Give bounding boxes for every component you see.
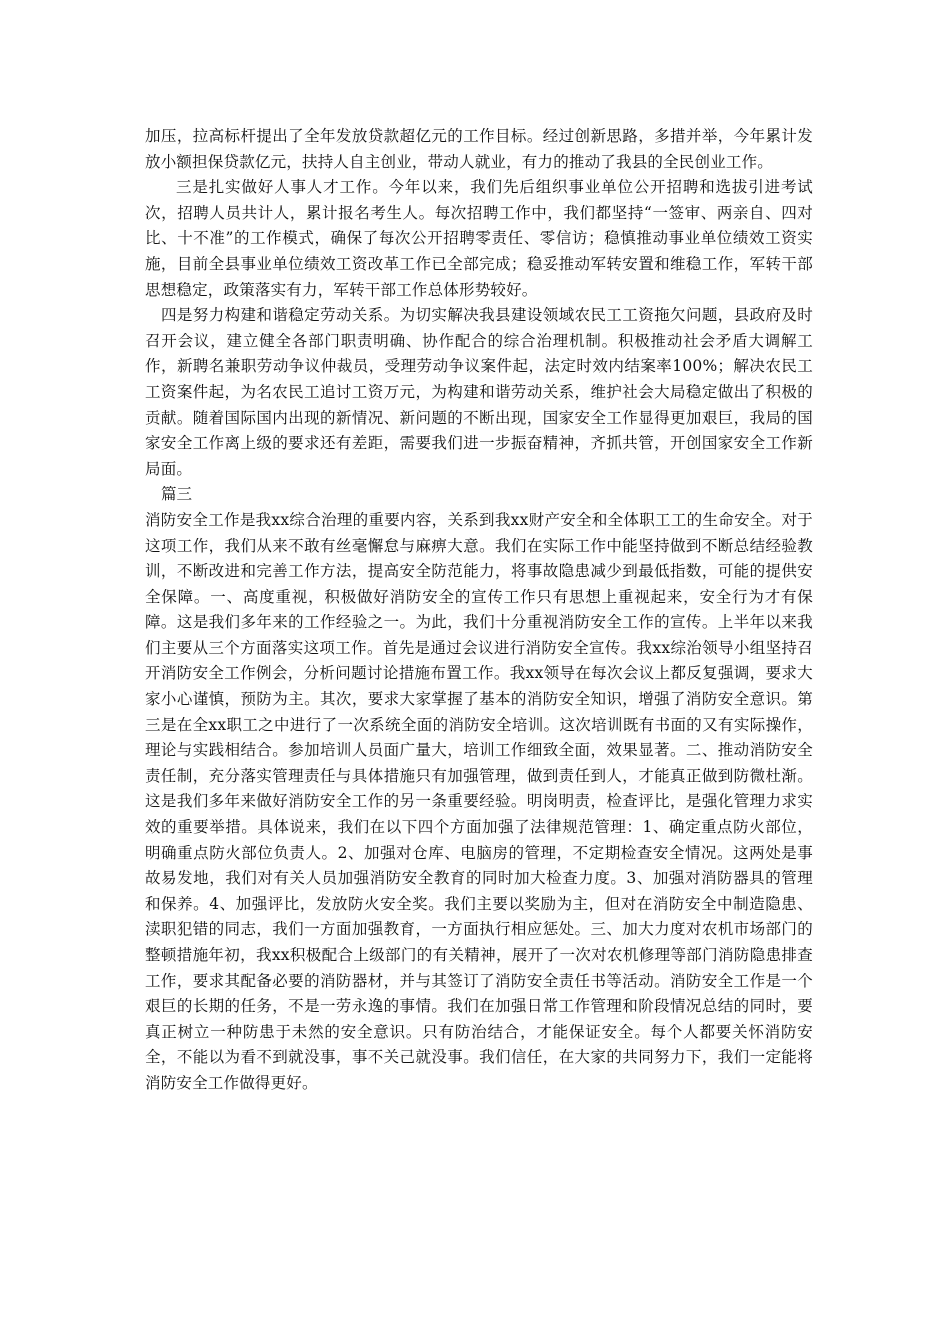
paragraph-labor-relations: 四是努力构建和谐稳定劳动关系。为切实解决我县建设领域农民工工资拖欠问题，县政府及时召开会议，建立健全各部门职责明确、协作配合的综合治理机制。积极推动社会矛盾大调解工作，新聘名兼职劳动争议仲裁员，受理劳动争议案件起，法定时效内结案率100%；解决农民工工资案件起，为名农民工追讨工资万元，为构建和谐劳动关系，维护社会大局稳定做出了积极的贡献。随着国际国内出现的新情况、新问题的不断出现，国家安全工作显得更加艰巨，我局的国家安全工作离上级的要求还有差距，需要我们进一步振奋精神，齐抓共管，开创国家安全工作新局面。: [145, 306, 813, 478]
paragraph-fire-safety: 消防安全工作是我xx综合治理的重要内容，关系到我xx财产安全和全体职工工的生命安全。对于这项工作，我们从来不敢有丝毫懈怠与麻痹大意。我们在实际工作中能坚持做到不断总结经验教训，不断改进和完善工作方法，提高安全防范能力，将事故隐患减少到最低指数，可能的提供安全保障。一、高度重视，积极做好消防安全的宣传工作只有思想上重视起来，安全行为才有保障。这是我们多年来的工作经验之一。为此，我们十分重视消防安全工作的宣传。上半年以来我们主要从三个方面落实这项工作。首先是通过会议进行消防安全宣传。我xx综治领导小组坚持召开消防安全工作例会，分析问题讨论措施布置工作。我xx领导在每次会议上都反复强调，要求大家小心谨慎，预防为主。其次，要求大家掌握了基本的消防安全知识，增强了消防安全意识。第三是在全xx职工之中进行了一次系统全面的消防安全培训。这次培训既有书面的又有实际操作，理论与实践相结合。参加培训人员面广量大，培训工作细致全面，效果显著。二、推动消防安全责任制，充分落实管理责任与具体措施只有加强管理，做到责任到人，才能真正做到防微杜渐。这是我们多年来做好消防安全工作的另一条重要经验。明岗明责，检查评比，是强化管理力求实效的重要举措。具体说来，我们在以下四个方面加强了法律规范管理：1、确定重点防火部位，明确重点防火部位负责人。2、加强对仓库、电脑房的管理，不定期检查安全情况。这两处是事故易发地，我们对有关人员加强消防安全教育的同时加大检查力度。3、加强对消防器具的管理和保养。4、加强评比，发放防火安全奖。我们主要以奖励为主，但对在消防安全中制造隐患、渎职犯错的同志，我们一方面加强教育，一方面执行相应惩处。三、加大力度对农机市场部门的整顿措施年初，我xx积极配合上级部门的有关精神，展开了一次对农机修理等部门消防隐患排查工作，要求其配备必要的消防器材，并与其签订了消防安全责任书等活动。消防安全工作是一个艰巨的长期的任务，不是一劳永逸的事情。我们在加强日常工作管理和阶段情况总结的同时，要真正树立一种防患于未然的安全意识。只有防治结合，才能保证安全。每个人都要关怀消防安全，不能以为看不到就没事，事不关己就没事。我们信任，在大家的共同努力下，我们一定能将消防安全工作做得更好。: [145, 510, 813, 1092]
document-body: [145, 124, 813, 1097]
paragraph-personnel-work: 三是扎实做好人事人才工作。今年以来，我们先后组织事业单位公开招聘和选拔引进考试次，招聘人员共计人，累计报名考生人。每次招聘工作中，我们都坚持“一签审、两亲自、四对比、十不准”的工作模式，确保了每次公开招聘零责任、零信访；稳慎推动事业单位绩效工资实施，目前全县事业单位绩效工资改革工作已全部完成；稳妥推动军转安置和维稳工作，军转干部思想稳定，政策落实有力，军转干部工作总体形势较好。: [145, 178, 813, 299]
paragraph-loan-work: 加压，拉高标杆提出了全年发放贷款超亿元的工作目标。经过创新思路，多措并举，今年累计发放小额担保贷款亿元，扶持人自主创业，带动人就业，有力的推动了我县的全民创业工作。: [145, 127, 813, 171]
section-heading: 篇三: [161, 485, 193, 504]
